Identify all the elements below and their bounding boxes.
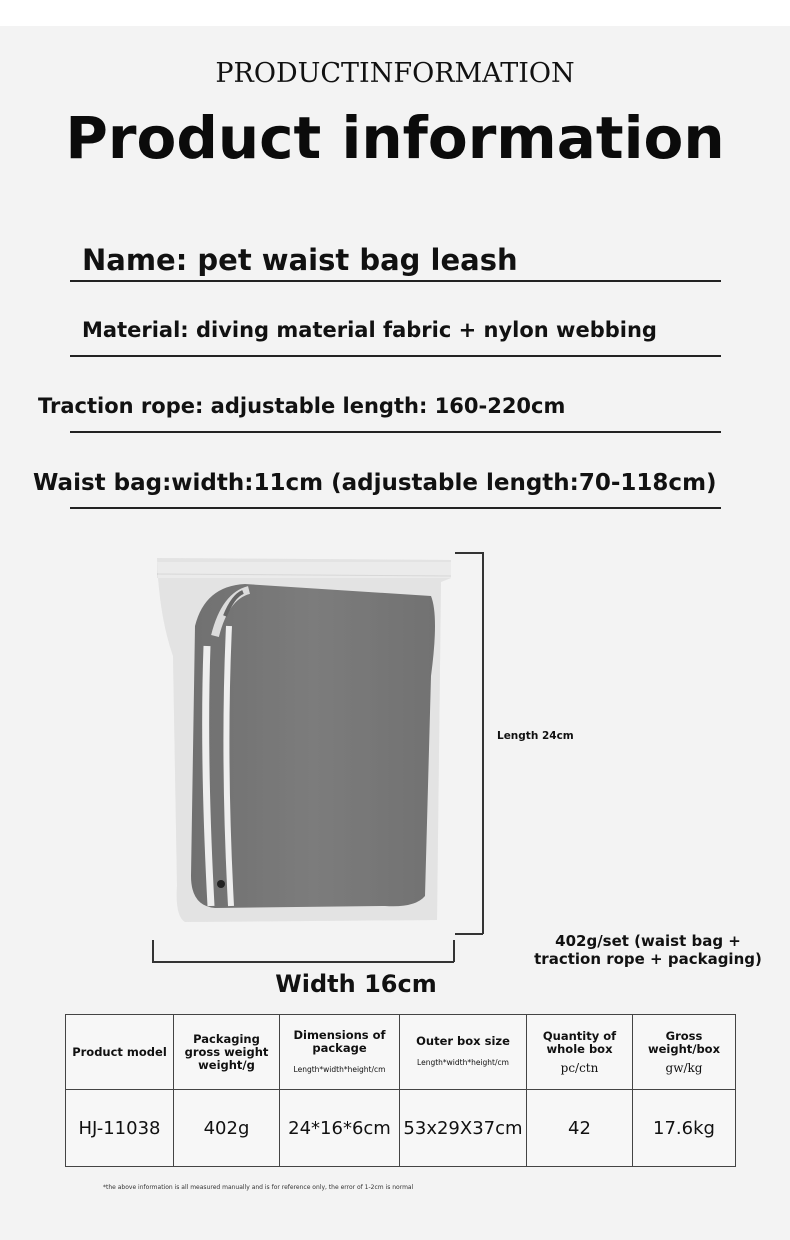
header-quantity-unit: pc/ctn (560, 1060, 599, 1075)
cell-outer-box: 53x29X37cm (400, 1090, 527, 1167)
divider (70, 507, 721, 509)
width-bracket-left (152, 940, 154, 962)
product-package-image (155, 556, 455, 926)
spec-material: Material: diving material fabric + nylon webbing (82, 318, 657, 342)
page-title: Product information (65, 104, 725, 172)
table-header-row (66, 1015, 736, 1090)
header-gross-box-unit: gw/kg (665, 1060, 703, 1075)
cell-dimensions: 24*16*6cm (280, 1090, 400, 1167)
spec-table (65, 1014, 736, 1167)
top-band (0, 0, 790, 26)
spec-waist-bag: Waist bag:width:11cm (adjustable length:70-118cm) (33, 470, 717, 496)
cell-model: HJ-11038 (66, 1090, 174, 1167)
header-outer-box-sub: Length*width*height/cm (417, 1058, 509, 1067)
header-gross-weight: Packaging gross weight weight/g (174, 1015, 280, 1090)
divider (70, 280, 721, 282)
length-bracket-line (482, 552, 484, 934)
weight-note (526, 932, 770, 968)
header-dimensions: Dimensions of package Length*width*height/cm (280, 1015, 400, 1090)
length-label: Length 24cm (497, 730, 574, 742)
width-bracket-right (453, 940, 455, 962)
header-gross-box: Gross weight/box gw/kg (633, 1015, 736, 1090)
width-label: Width 16cm (275, 970, 437, 998)
table-row (66, 1090, 736, 1167)
header-outer-box: Outer box size Length*width*height/cm (400, 1015, 527, 1090)
length-bracket-bottom (455, 933, 483, 935)
cell-gross-weight: 402g (174, 1090, 280, 1167)
divider (70, 431, 721, 433)
header-product-model: Product model (66, 1015, 174, 1090)
cell-quantity: 42 (527, 1090, 633, 1167)
cell-gross-box: 17.6kg (633, 1090, 736, 1167)
length-bracket-top (455, 552, 483, 554)
weight-note-line1: 402g/set (waist bag + (555, 932, 741, 950)
divider (70, 355, 721, 357)
spec-name: Name: pet waist bag leash (82, 243, 518, 277)
header-quantity: Quantity of whole box pc/ctn (527, 1015, 633, 1090)
header-dimensions-sub: Length*width*height/cm (293, 1064, 386, 1074)
weight-note-line2: traction rope + packaging) (534, 950, 762, 968)
spec-traction-rope: Traction rope: adjustable length: 160-220cm (38, 394, 566, 418)
section-kicker: PRODUCTINFORMATION (215, 58, 575, 89)
footnote: *the above information is all measured manually and is for reference only, the error of 1-2cm is normal (103, 1184, 414, 1191)
width-bracket-line (152, 961, 454, 963)
